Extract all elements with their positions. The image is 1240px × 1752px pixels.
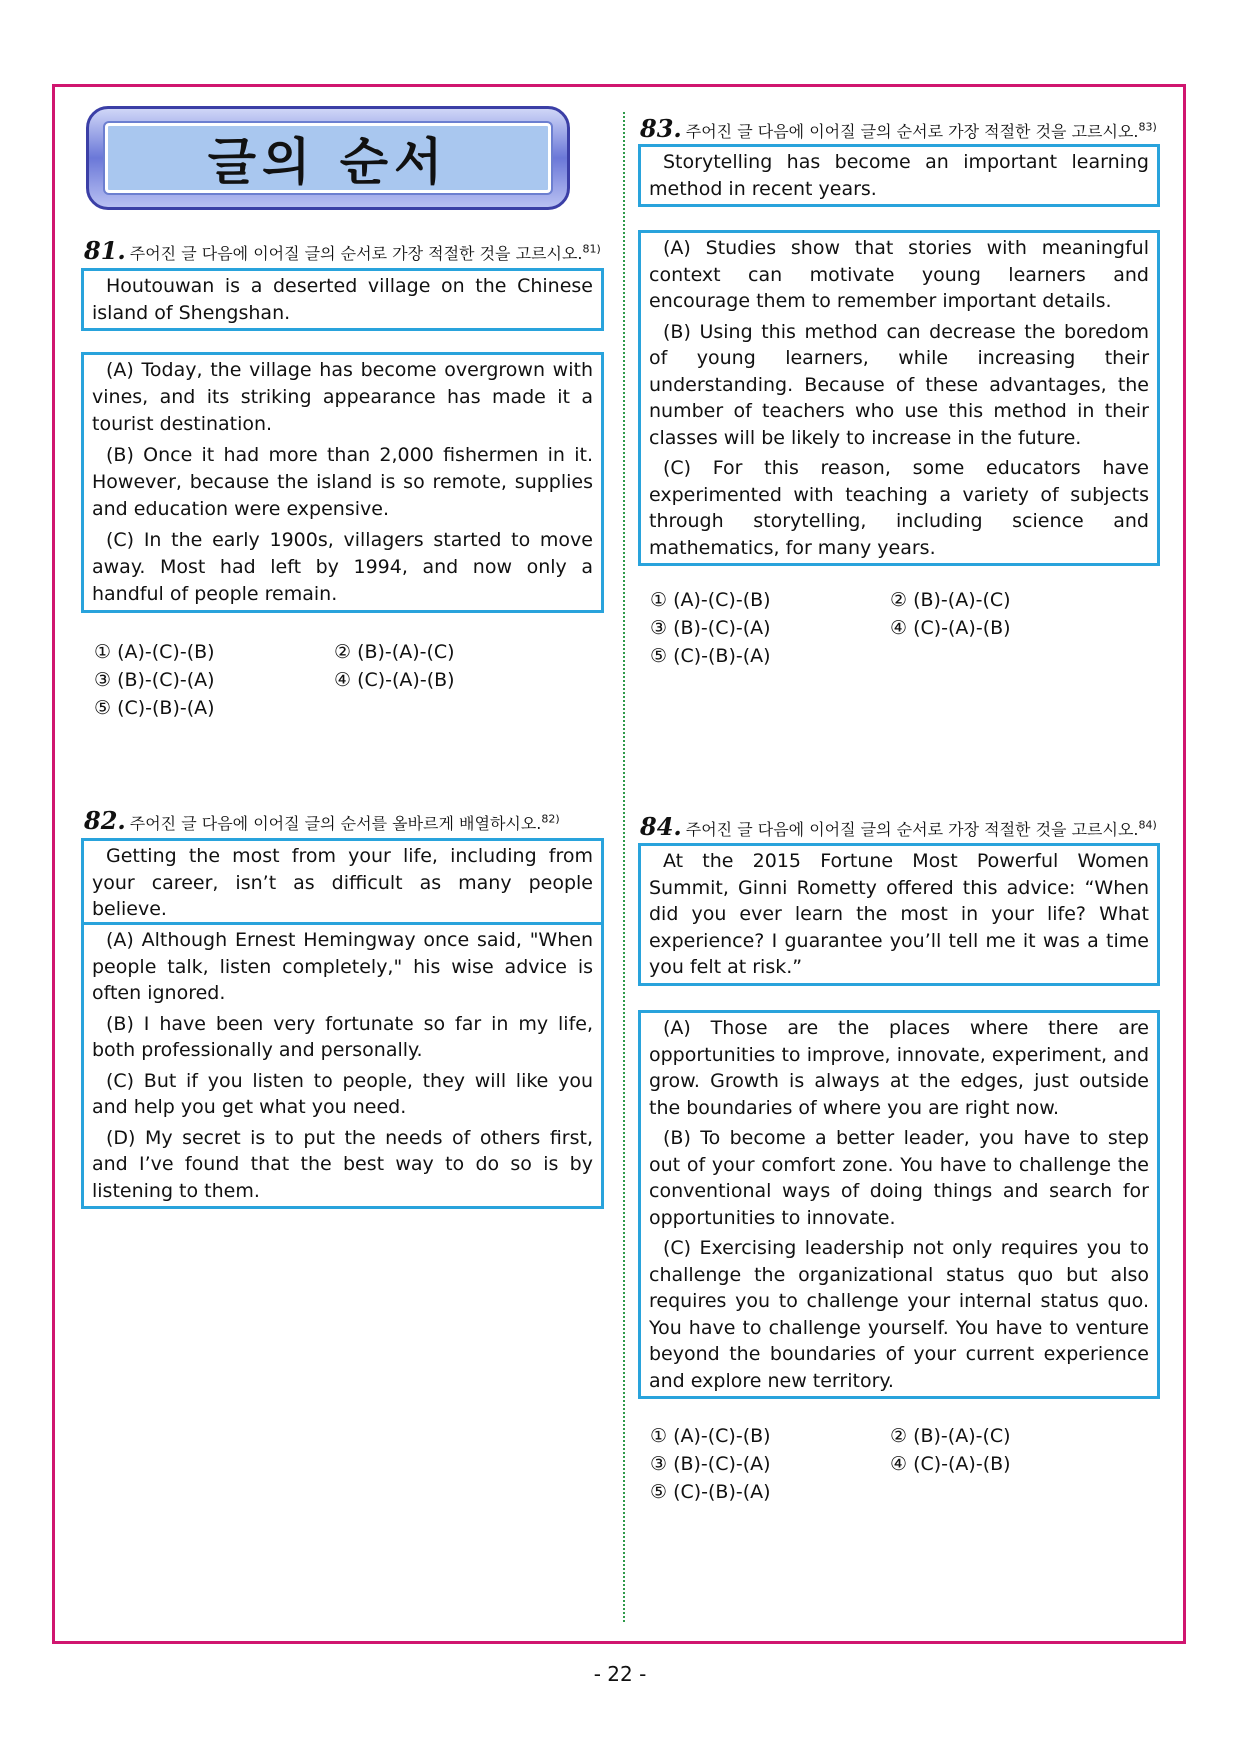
question-84-paragraphs-box xyxy=(638,1010,1160,1399)
footnote-marker: 83) xyxy=(1138,120,1157,134)
question-82-paragraphs-box xyxy=(81,922,604,1209)
question-number: 84. xyxy=(640,812,682,841)
section-title-panel xyxy=(105,123,551,193)
choice-3[interactable]: ③ (B)-(C)-(A) xyxy=(650,617,771,639)
choice-5[interactable]: ⑤ (C)-(B)-(A) xyxy=(650,645,771,667)
choice-3[interactable]: ③ (B)-(C)-(A) xyxy=(94,669,215,691)
page-number: - 22 - xyxy=(593,1662,647,1686)
question-82-given-box xyxy=(81,838,604,928)
question-number: 81. xyxy=(84,236,126,265)
paragraph-b: (B) Once it had more than 2,000 fishermen in it. However, because the island is so remote, supplies and education were expensive. xyxy=(92,444,593,520)
question-84-header xyxy=(640,812,1157,841)
choice-4[interactable]: ④ (C)-(A)-(B) xyxy=(890,1453,1011,1475)
question-81-choices xyxy=(94,638,574,722)
paragraph-c: (C) In the early 1900s, villagers started to move away. Most had left by 1994, and now only a handful of people remain. xyxy=(92,529,593,605)
given-text: Storytelling has become an important learning method in recent years. xyxy=(649,151,1149,200)
choice-3[interactable]: ③ (B)-(C)-(A) xyxy=(650,1453,771,1475)
question-84-given-box xyxy=(638,843,1160,986)
question-number: 82. xyxy=(84,806,126,835)
paragraph-d: (D) My secret is to put the needs of others first, and I’ve found that the best way to do so is by listening to them. xyxy=(92,1126,593,1202)
choice-5[interactable]: ⑤ (C)-(B)-(A) xyxy=(650,1481,771,1503)
choice-5[interactable]: ⑤ (C)-(B)-(A) xyxy=(94,697,215,719)
question-84-choices xyxy=(650,1422,1130,1506)
paragraph-a: (A) Although Ernest Hemingway once said, "When people talk, listen completely," his wise advice is often ignored. xyxy=(92,929,593,1004)
choice-2[interactable]: ② (B)-(A)-(C) xyxy=(890,1425,1011,1447)
footnote-marker: 82) xyxy=(541,812,560,826)
choice-1[interactable]: ① (A)-(C)-(B) xyxy=(94,641,215,663)
question-instruction: 주어진 글 다음에 이어질 글의 순서로 가장 적절한 것을 고르시오. xyxy=(685,820,1139,839)
question-instruction: 주어진 글 다음에 이어질 글의 순서로 가장 적절한 것을 고르시오. xyxy=(685,122,1139,141)
paragraph-b: (B) To become a better leader, you have to step out of your comfort zone. You have to challenge the conventional ways of doing things and search for opportunities to innovate. xyxy=(649,1127,1149,1229)
question-81-header xyxy=(84,236,601,265)
footnote-marker: 84) xyxy=(1138,818,1157,832)
given-text: At the 2015 Fortune Most Powerful Women Summit, Ginni Rometty offered this advice: “When did you ever learn the most in your life? What experience? I guarantee you’ll tell me it was a time you felt at risk.” xyxy=(649,850,1149,978)
choice-4[interactable]: ④ (C)-(A)-(B) xyxy=(890,617,1011,639)
choice-1[interactable]: ① (A)-(C)-(B) xyxy=(650,1425,771,1447)
paragraph-c: (C) Exercising leadership not only requires you to challenge the organizational status quo but also requires you to challenge your internal status quo. You have to challenge yourself. You have to venture beyond the boundaries of your current experience and explore new territory. xyxy=(649,1237,1149,1392)
question-81-paragraphs-box xyxy=(81,352,604,613)
choice-4[interactable]: ④ (C)-(A)-(B) xyxy=(334,669,455,691)
question-81-given-box xyxy=(81,268,604,331)
question-instruction: 주어진 글 다음에 이어질 글의 순서를 올바르게 배열하시오. xyxy=(129,814,542,833)
given-text: Houtouwan is a deserted village on the Chinese island of Shengshan. xyxy=(92,275,593,324)
column-divider xyxy=(623,112,625,1622)
paragraph-a: (A) Studies show that stories with meaningful context can motivate young learners and encourage them to remember important details. xyxy=(649,237,1149,312)
choice-2[interactable]: ② (B)-(A)-(C) xyxy=(334,641,455,663)
section-title: 글의 순서 xyxy=(207,133,449,191)
given-text: Getting the most from your life, including from your career, isn’t as difficult as many people believe. xyxy=(92,845,593,920)
section-title-banner xyxy=(86,106,570,210)
question-82-header xyxy=(84,806,560,835)
choice-1[interactable]: ① (A)-(C)-(B) xyxy=(650,589,771,611)
paragraph-a: (A) Today, the village has become overgrown with vines, and its striking appearance has made it a tourist destination. xyxy=(92,359,593,435)
question-83-given-box xyxy=(638,144,1160,207)
paragraph-b: (B) Using this method can decrease the boredom of young learners, while increasing their understanding. Because of these advantages, the number of teachers who use this method in their classes will be likely to increase in the future. xyxy=(649,320,1149,449)
paragraph-c: (C) For this reason, some educators have experimented with teaching a variety of subjects through storytelling, including science and mathematics, for many years. xyxy=(649,457,1149,559)
choice-2[interactable]: ② (B)-(A)-(C) xyxy=(890,589,1011,611)
question-number: 83. xyxy=(640,114,682,143)
question-83-header xyxy=(640,114,1157,143)
paragraph-a: (A) Those are the places where there are opportunities to improve, innovate, experiment, and grow. Growth is always at the edges, just outside the boundaries of where you are right now. xyxy=(649,1017,1149,1119)
question-83-paragraphs-box xyxy=(638,230,1160,566)
paragraph-b: (B) I have been very fortunate so far in my life, both professionally and personally. xyxy=(92,1012,593,1061)
footnote-marker: 81) xyxy=(582,242,601,256)
paragraph-c: (C) But if you listen to people, they will like you and help you get what you need. xyxy=(92,1069,593,1118)
question-instruction: 주어진 글 다음에 이어질 글의 순서로 가장 적절한 것을 고르시오. xyxy=(129,244,583,263)
question-83-choices xyxy=(650,586,1130,670)
